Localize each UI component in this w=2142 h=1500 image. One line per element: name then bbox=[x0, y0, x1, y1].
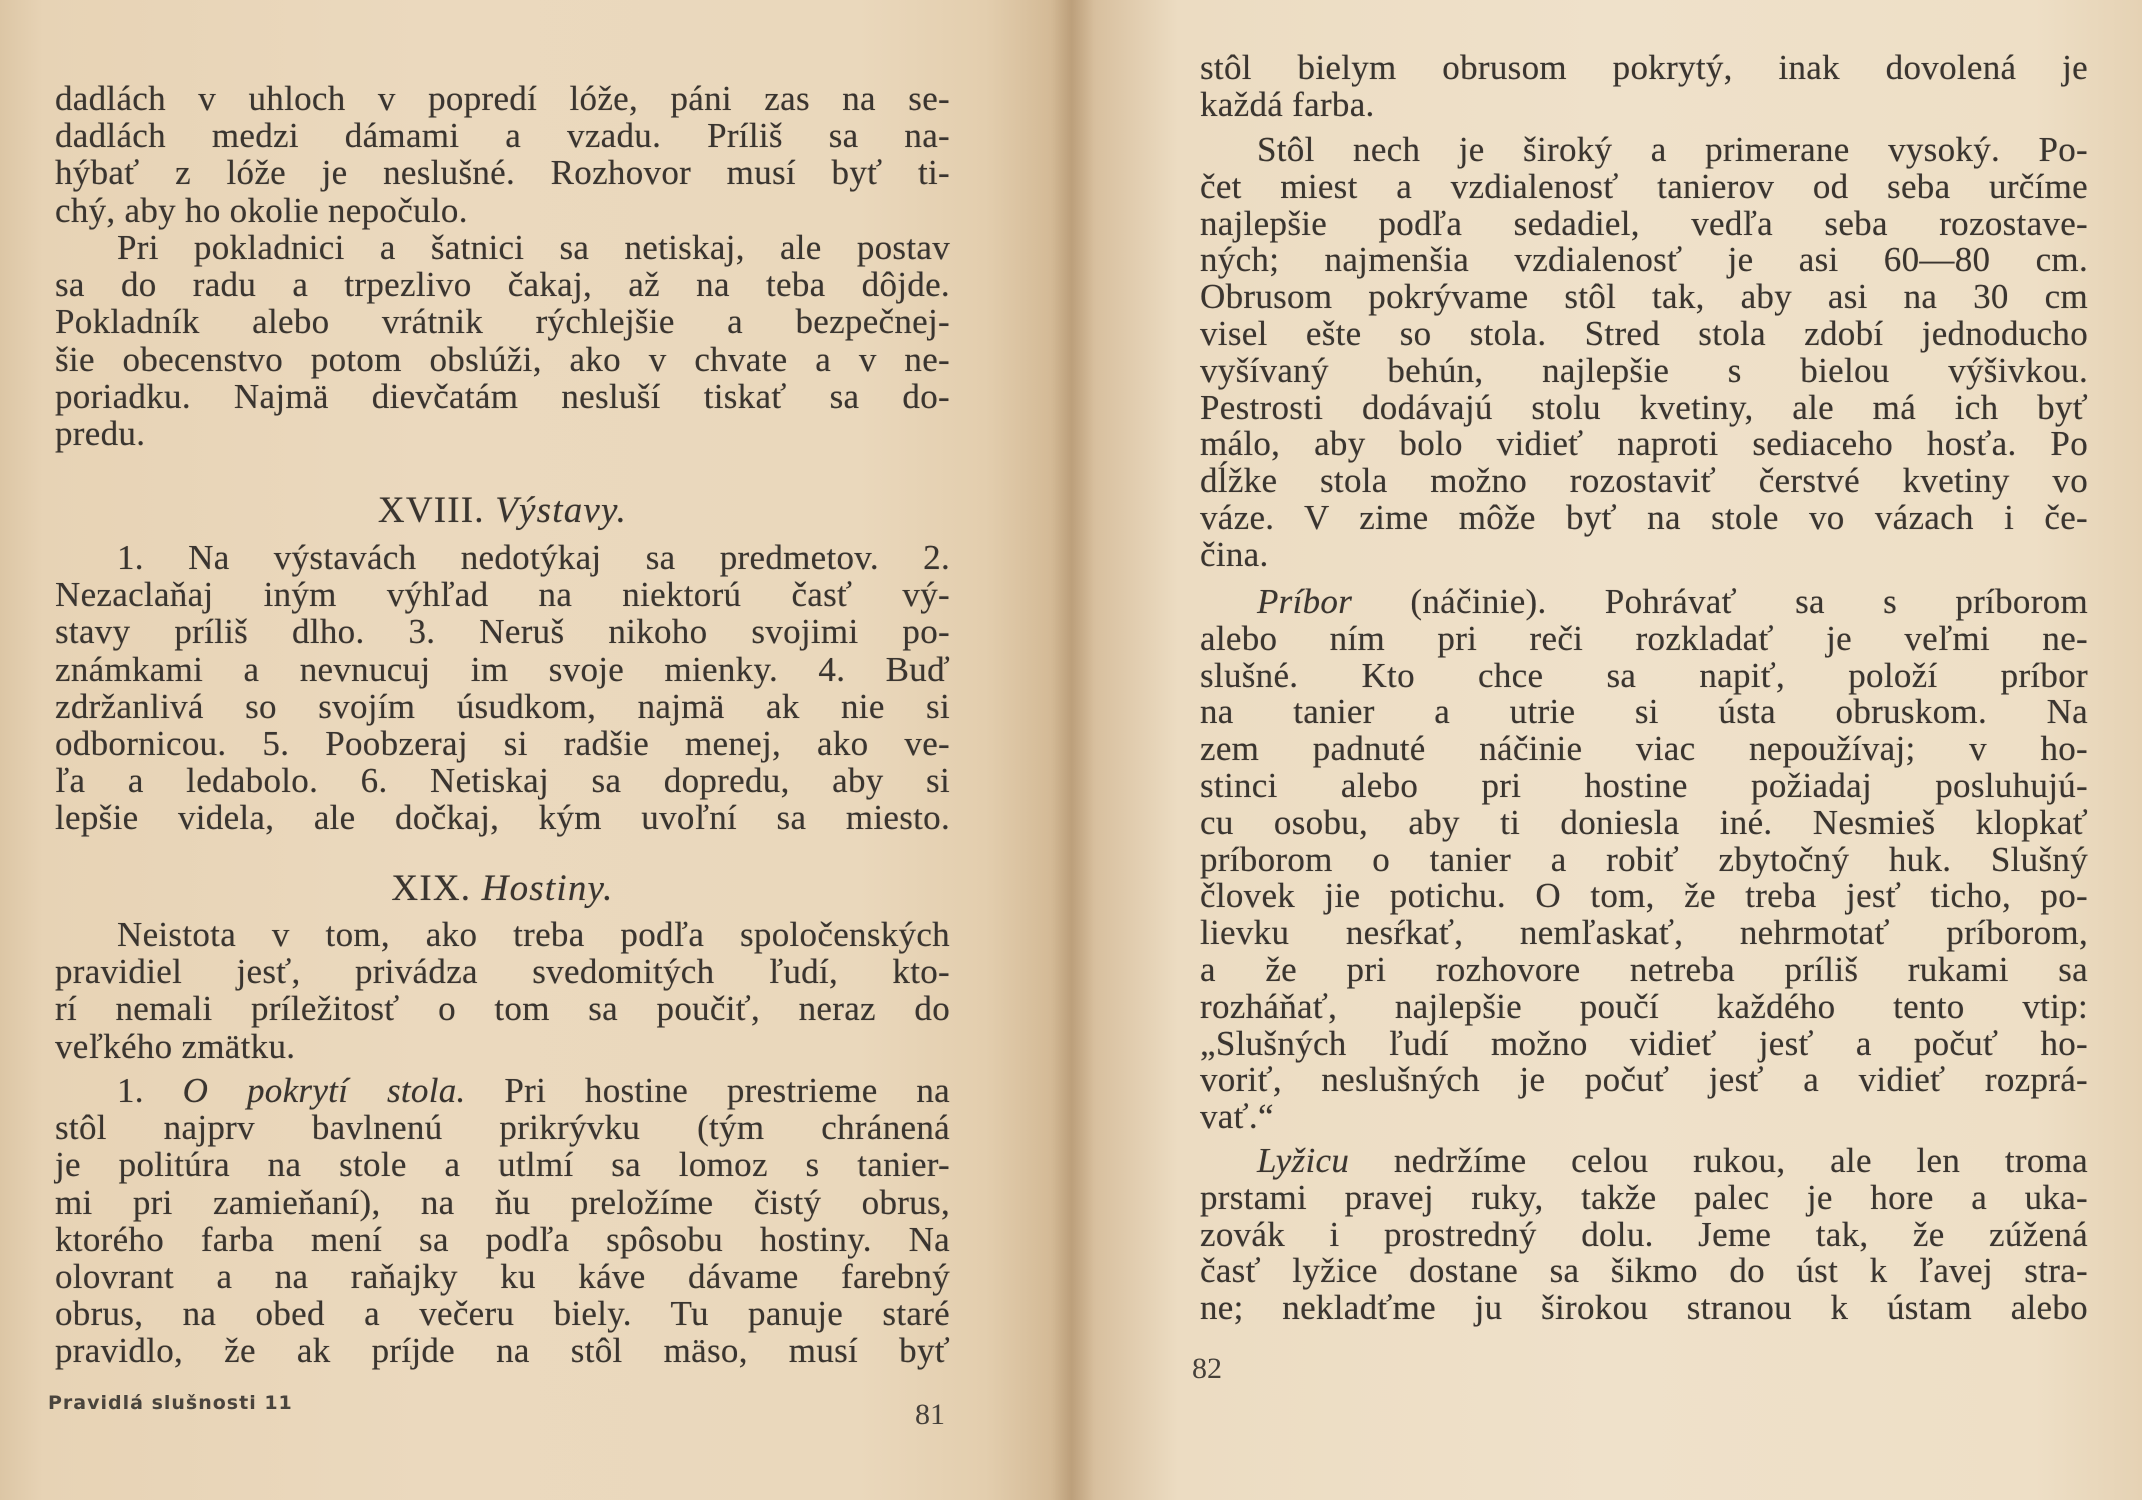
text-line: prstami pravej ruky, takže palec je hore a uka- bbox=[1200, 1177, 2088, 1217]
text-line: dadlách v uhloch v popredí lóže, páni zas na se- bbox=[55, 79, 950, 118]
text-line: alebo ním pri reči rozkladať je veľmi ne- bbox=[1200, 618, 2088, 658]
text-line: rí nemali príležitosť o tom sa poučiť, neraz do bbox=[55, 989, 950, 1029]
paragraph bbox=[55, 229, 950, 452]
section-title: Hostiny. bbox=[481, 868, 614, 909]
text-line: odbornicou. 5. Poobzeraj si radšie menej, ako ve- bbox=[55, 723, 950, 763]
text-line: ľa a ledabolo. 6. Netiskaj sa dopredu, aby si bbox=[55, 761, 950, 801]
text-line: čet miest a vzdialenosť tanierov od seba určíme bbox=[1200, 166, 2088, 206]
text-line: čina. bbox=[1200, 534, 1269, 574]
text-line: a že pri rozhovore netreba príliš rukami sa bbox=[1200, 949, 2088, 989]
text-line: voriť, neslušných je počuť jesť a vidieť rozprá- bbox=[1200, 1060, 2088, 1100]
text-line: stinci alebo pri hostine požiadaj posluhujú- bbox=[1200, 765, 2088, 805]
section-heading bbox=[55, 490, 950, 532]
line-rest: nedržíme celou rukou, ale len troma bbox=[1393, 1141, 2088, 1180]
text-line: časť lyžice dostane sa šikmo do úst k ľavej stra- bbox=[1200, 1251, 2088, 1291]
text-line: ne; nekladťme ju širokou stranou k ústam alebo bbox=[1200, 1288, 2088, 1328]
text-line: pravidlo, že ak príjde na stôl mäso, musí byť bbox=[55, 1331, 950, 1371]
text-line: vyšívaný behún, najlepšie s bielou výšivkou. bbox=[1200, 350, 2088, 390]
text-line: Pri pokladnici a šatnici sa netiskaj, ale postav bbox=[117, 228, 950, 267]
text-line: Obrusom pokrývame stôl tak, aby asi na 30 cm bbox=[1200, 277, 2088, 317]
text-line: na tanier a utrie si ústa obruskom. Na bbox=[1200, 692, 2088, 732]
text-line: zdržanlivá so svojím úsudkom, najmä ak nie si bbox=[55, 686, 950, 726]
section-title: Výstavy. bbox=[495, 490, 628, 531]
paragraph bbox=[55, 80, 950, 229]
text-line: visel ešte so stola. Stred stola zdobí jednoducho bbox=[1200, 313, 2088, 353]
section-numeral: XVIII. bbox=[377, 490, 485, 531]
text-line bbox=[1200, 1143, 2088, 1180]
text-line: obrus, na obed a večeru biely. Tu panuje staré bbox=[55, 1294, 950, 1334]
text-line: 1. Na výstavách nedotýkaj sa predmetov. 2. bbox=[117, 538, 950, 577]
text-line: rozháňať, najlepšie poučí každého tento vtip: bbox=[1200, 986, 2088, 1026]
text-line: známkami a nevnucuj im svoje mienky. 4. Buď bbox=[55, 649, 950, 689]
text-line: lepšie videla, ale dočkaj, kým uvoľní sa miesto. bbox=[55, 798, 950, 838]
paragraph bbox=[1200, 584, 2088, 1136]
item-number: 1. bbox=[117, 1071, 144, 1110]
paragraph bbox=[1200, 1143, 2088, 1327]
text-line: dĺžke stola možno rozostaviť čerstvé kvetiny vo bbox=[1200, 461, 2088, 501]
text-line: málo, aby bolo vidieť naproti sediaceho hosťa. Po bbox=[1200, 424, 2088, 464]
text-line: pravidiel jesť, privádza svedomitých ľudí, kto- bbox=[55, 952, 950, 992]
text-line: „Slušných ľudí možno vidieť jesť a počuť ho- bbox=[1200, 1023, 2088, 1063]
text-line: najlepšie podľa sedadiel, vedľa seba rozostave- bbox=[1200, 203, 2088, 243]
text-line: mi pri zamieňaní), na ňu preložíme čistý obrus, bbox=[55, 1182, 950, 1222]
text-line: hýbať z lóže je neslušné. Rozhovor musí byť ti- bbox=[55, 153, 950, 193]
text-line: zem padnuté náčinie viac nepoužívaj; v ho- bbox=[1200, 729, 2088, 769]
text-line: stôl bielym obrusom pokrytý, inak dovolená je bbox=[1200, 48, 2088, 87]
text-line bbox=[1200, 584, 2088, 621]
text-line: dadlách medzi dámami a vzadu. Príliš sa na- bbox=[55, 116, 950, 156]
text-line: šie obecenstvo potom obslúži, ako v chvate a v ne- bbox=[55, 339, 950, 379]
text-line: Nezaclaňaj iným výhľad na niektorú časť vý- bbox=[55, 575, 950, 615]
text-line: chý, aby ho okolie nepočulo. bbox=[55, 190, 468, 230]
text-line: Neistota v tom, ako treba podľa spoločenských bbox=[117, 915, 950, 954]
paragraph bbox=[55, 916, 950, 1065]
text-line: Pokladník alebo vrátnik rýchlejšie a bezpečnej- bbox=[55, 302, 950, 342]
text-line: olovrant a na raňajky ku káve dávame farebný bbox=[55, 1256, 950, 1296]
text-line: vať.“ bbox=[1200, 1097, 1274, 1137]
paragraph bbox=[1200, 132, 2088, 574]
page-number: 82 bbox=[1192, 1352, 1222, 1385]
text-line: poriadku. Najmä dievčatám nesluší tiskať sa do- bbox=[55, 376, 950, 416]
text-line: Stôl nech je široký a primerane vysoký. Po- bbox=[1257, 130, 2088, 169]
line-rest: Pri hostine prestrieme na bbox=[504, 1071, 950, 1110]
text-line: Pestrosti dodávajú stolu kvetiny, ale má ich byť bbox=[1200, 387, 2088, 427]
text-line: cu osobu, aby ti doniesla iné. Nesmieš klopkať bbox=[1200, 802, 2088, 842]
paragraph bbox=[1200, 50, 2088, 124]
section-numeral: XIX. bbox=[391, 868, 472, 909]
text-line: váze. V zime môže byť na stole vo vázach i če- bbox=[1200, 497, 2088, 537]
text-line: ných; najmenšia vzdialenosť je asi 60—80 cm. bbox=[1200, 240, 2088, 280]
text-line: zovák i prostredný dolu. Jeme tak, že zúžená bbox=[1200, 1214, 2088, 1254]
text-line: človek jie potichu. O tom, že treba jesť ticho, po- bbox=[1200, 876, 2088, 916]
text-line bbox=[55, 1072, 950, 1109]
text-line: príborom o tanier a robiť zbytočný huk. Slušný bbox=[1200, 839, 2088, 879]
paragraph bbox=[55, 1072, 950, 1370]
printer-signature: Pravidlá slušnosti 11 bbox=[48, 1392, 293, 1414]
text-line: lievku nesŕkať, nemľaskať, nehrmotať príborom, bbox=[1200, 913, 2088, 953]
page-number: 81 bbox=[915, 1398, 945, 1431]
text-line: je politúra na stole a utlmí sa lomoz s tanier- bbox=[55, 1145, 950, 1185]
text-line: sa do radu a trpezlivo čakaj, až na teba dôjde. bbox=[55, 265, 950, 305]
text-line: predu. bbox=[55, 413, 146, 453]
section-heading bbox=[55, 868, 950, 910]
text-line: slušné. Kto chce sa napiť, položí príbor bbox=[1200, 655, 2088, 695]
italic-lead: Lyžicu bbox=[1257, 1141, 1350, 1180]
italic-lead: O pokrytí stola. bbox=[182, 1071, 466, 1110]
paragraph bbox=[55, 539, 950, 837]
right-page bbox=[1072, 0, 2142, 1500]
italic-lead: Príbor bbox=[1257, 582, 1353, 621]
text-line: každá farba. bbox=[1200, 84, 1375, 124]
line-rest: (náčinie). Pohrávať sa s príborom bbox=[1410, 582, 2088, 621]
text-line: ktorého farba mení sa podľa spôsobu hostiny. Na bbox=[55, 1219, 950, 1259]
text-line: veľkého zmätku. bbox=[55, 1026, 296, 1066]
text-line: stôl najprv bavlnenú prikrývku (tým chránená bbox=[55, 1108, 950, 1148]
text-line: stavy príliš dlho. 3. Neruš nikoho svojimi po- bbox=[55, 612, 950, 652]
